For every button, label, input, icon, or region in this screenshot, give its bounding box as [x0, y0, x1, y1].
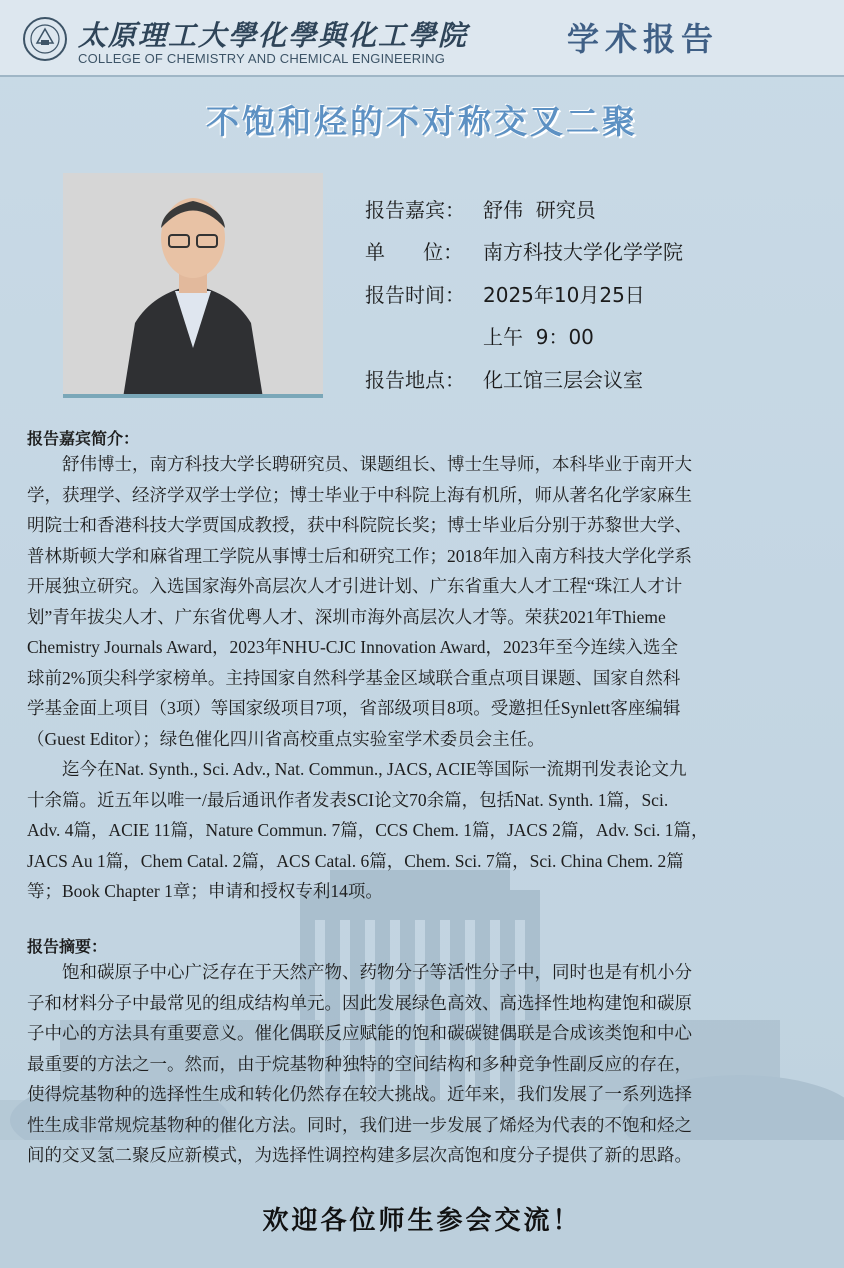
- speaker-row: [365, 194, 596, 223]
- time-row: [365, 279, 645, 308]
- place-value: 化工馆三层会议室: [483, 368, 643, 392]
- bio-line: 学基金面上项目（3项）等国家级项目7项，省部级项目8项。受邀担任Synlett客座编辑: [27, 698, 681, 718]
- time-value-2: 上午 9：00: [483, 325, 594, 349]
- unit-label: 单 位：: [365, 240, 464, 264]
- abstract-line: 间的交叉氢二聚反应新模式，为选择性调控构建多层次高饱和度分子提供了新的思路。: [27, 1145, 692, 1165]
- bio-line: 等；Book Chapter 1章；申请和授权专利14项。: [27, 881, 383, 901]
- unit-value: 南方科技大学化学学院: [483, 240, 683, 264]
- abstract-line: 子和材料分子中最常见的组成结构单元。因此发展绿色高效、高选择性地构建饱和碳原: [27, 992, 692, 1013]
- college-seal-logo: [22, 16, 68, 62]
- academic-report-tag: 学术报告: [567, 20, 720, 58]
- place-row: [365, 364, 643, 393]
- bio-heading: 报告嘉宾简介：: [27, 429, 140, 448]
- bio-line: 十余篇。近五年以唯一/最后通讯作者发表SCI论文70余篇，包括Nat. Synth. 1篇，Sci.: [27, 789, 669, 810]
- bio-line: （Guest Editor）；绿色催化四川省高校重点实验室学术委员会主任。: [27, 728, 545, 749]
- abstract-line: 使得烷基物种的选择性生成和转化仍然存在较大挑战。近年来，我们发展了一系列选择: [27, 1084, 692, 1104]
- bio-line: Chemistry Journals Award，2023年NHU-CJC Innovation Award，2023年至今连续入选全: [27, 637, 679, 657]
- abstract-line: 子中心的方法具有重要意义。催化偶联反应赋能的饱和碳碳键偶联是合成该类饱和中心: [27, 1023, 692, 1043]
- place-label: 报告地点：: [365, 368, 465, 392]
- bio-line: 舒伟博士，南方科技大学长聘研究员、课题组长、博士生导师，本科毕业于南开大: [27, 454, 692, 474]
- bio-line: 明院士和香港科技大学贾国成教授，获中科院院长奖；博士毕业后分别于苏黎世大学、: [27, 515, 692, 535]
- bio-line: 迄今在Nat. Synth., Sci. Adv., Nat. Commun., JACS, ACIE等国际一流期刊发表论文九: [27, 759, 687, 779]
- bio-line: 划”青年拔尖人才、广东省优粤人才、深圳市海外高层次人才等。荣获2021年Thieme: [27, 606, 666, 627]
- time-row-2: [483, 321, 594, 350]
- bio-text: [27, 449, 822, 907]
- bio-line: 开展独立研究。入选国家海外高层次人才引进计划、广东省重大人才工程“珠江人才计: [27, 576, 683, 596]
- abstract-heading: 报告摘要：: [27, 937, 108, 956]
- abstract-line: 最重要的方法之一。然而，由于烷基物种独特的空间结构和多种竞争性副反应的存在，: [27, 1053, 692, 1074]
- speaker-photo: [63, 173, 323, 398]
- school-name-en: COLLEGE OF CHEMISTRY AND CHEMICAL ENGINEERING: [78, 51, 446, 66]
- header-divider: [0, 75, 844, 77]
- abstract-line: 性生成非常规烷基物种的催化方法。同时，我们进一步发展了烯烃为代表的不饱和烃之: [27, 1114, 692, 1135]
- unit-row: [365, 236, 683, 265]
- bio-line: 普林斯顿大学和麻省理工学院从事博士后和研究工作；2018年加入南方科技大学化学系: [27, 545, 692, 566]
- school-name-cn: 太原理工大學化學與化工學院: [78, 19, 469, 52]
- bio-line: JACS Au 1篇，Chem Catal. 2篇，ACS Catal. 6篇，Chem. Sci. 7篇，Sci. China Chem. 2篇: [27, 850, 684, 871]
- report-title: 不饱和烃的不对称交叉二聚: [206, 102, 638, 141]
- speaker-value: 舒伟 研究员: [483, 198, 596, 222]
- bio-line: 学，获理学、经济学双学士学位；博士毕业于中科院上海有机所，师从著名化学家麻生: [27, 484, 692, 505]
- welcome-message: 欢迎各位师生参会交流！: [262, 1206, 582, 1236]
- time-label: 报告时间：: [365, 283, 465, 307]
- bio-line: Adv. 4篇，ACIE 11篇，Nature Commun. 7篇，CCS Chem. 1篇，JACS 2篇，Adv. Sci. 1篇，: [27, 820, 709, 840]
- speaker-label: 报告嘉宾：: [365, 198, 465, 222]
- time-value: 2025年10月25日: [483, 283, 645, 307]
- header-bar: [0, 0, 844, 76]
- abstract-line: 饱和碳原子中心广泛存在于天然产物、药物分子等活性分子中，同时也是有机小分: [27, 962, 692, 982]
- abstract-text: [27, 957, 822, 1171]
- bio-line: 球前2%顶尖科学家榜单。主持国家自然科学基金区域联合重点项目课题、国家自然科: [27, 667, 681, 688]
